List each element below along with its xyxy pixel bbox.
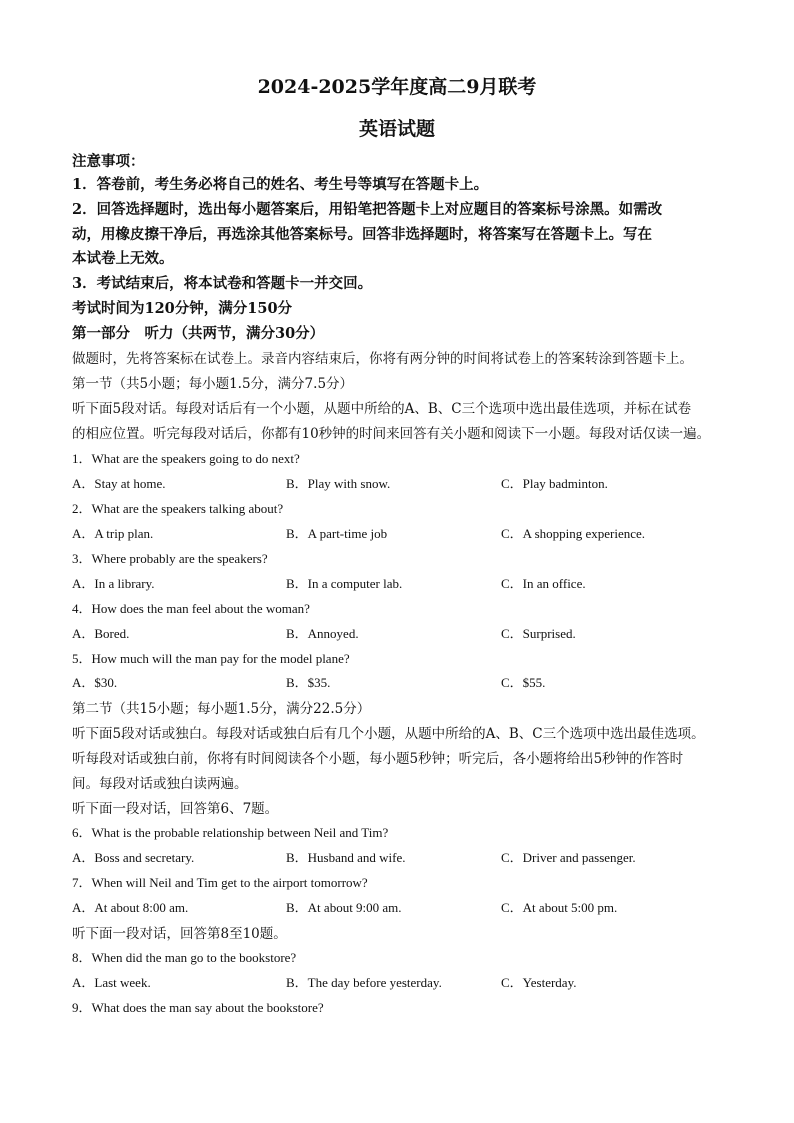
q7-option-c: C．At about 5:00 pm.: [501, 900, 618, 915]
group-instruction-8-10: 听下面一段对话，回答第8至10题。: [72, 926, 287, 942]
notice-item-3: 3．考试结束后，将本试卷和答题卡一并交回。: [72, 275, 373, 292]
q3-option-b: B．In a computer lab.: [286, 576, 403, 591]
question-4: 4．How does the man feel about the woman?: [72, 601, 310, 616]
question-1: 1．What are the speakers going to do next?: [72, 451, 300, 466]
q5-option-b: B．$35.: [286, 675, 331, 690]
exam-time: 考试时间为120分钟，满分150分: [72, 300, 293, 317]
section2-intro-line-1: 听下面5段对话或独白。每段对话或独白后有几个小题，从题中所给的A、B、C三个选项中选出最佳选项。: [72, 726, 705, 742]
question-9: 9．What does the man say about the bookstore?: [72, 1000, 324, 1015]
part1-intro: 做题时，先将答案标在试卷上。录音内容结束后，你将有两分钟的时间将试卷上的答案转涂到答题卡上。: [72, 351, 693, 367]
section2-intro-line-2: 听每段对话或独白前，你将有时间阅读各个小题，每小题5秒钟；听完后，各小题将给出5秒钟的作答时: [72, 751, 684, 767]
q4-option-c: C．Surprised.: [501, 626, 576, 641]
q2-option-b: B．A part-time job: [286, 526, 388, 541]
q7-option-a: A．At about 8:00 am.: [72, 900, 189, 915]
question-2: 2．What are the speakers talking about?: [72, 501, 284, 516]
q8-option-c: C．Yesterday.: [501, 975, 577, 990]
notice-item-2-line-2: 动，用橡皮擦干净后，再选涂其他答案标号。回答非选择题时，将答案写在答题卡上。写在: [72, 226, 652, 243]
section1-intro-line-1: 听下面5段对话。每段对话后有一个小题，从题中所给的A、B、C三个选项中选出最佳选项，并标在试卷: [72, 401, 692, 417]
notice-item-2-line-3: 本试卷上无效。: [72, 250, 174, 267]
q2-option-a: A．A trip plan.: [72, 526, 154, 541]
q6-option-a: A．Boss and secretary.: [72, 850, 195, 865]
notice-heading: 注意事项：: [72, 153, 145, 170]
q4-option-a: A．Bored.: [72, 626, 130, 641]
notice-item-1: 1．答卷前，考生务必将自己的姓名、考生号等填写在答题卡上。: [72, 176, 489, 193]
question-6: 6．What is the probable relationship between Neil and Tim?: [72, 825, 389, 840]
section2-intro-line-3: 间。每段对话或独白读两遍。: [72, 776, 248, 792]
part1-heading: 第一部分 听力（共两节，满分30分）: [72, 325, 325, 342]
q7-option-b: B．At about 9:00 am.: [286, 900, 402, 915]
question-7: 7．When will Neil and Tim get to the airport tomorrow?: [72, 875, 368, 890]
q2-option-c: C．A shopping experience.: [501, 526, 646, 541]
question-8: 8．When did the man go to the bookstore?: [72, 950, 297, 965]
group-instruction-6-7: 听下面一段对话，回答第6、7题。: [72, 801, 279, 817]
q5-option-a: A．$30.: [72, 675, 118, 690]
q8-option-b: B．The day before yesterday.: [286, 975, 442, 990]
q8-option-a: A．Last week.: [72, 975, 151, 990]
q6-option-b: B．Husband and wife.: [286, 850, 406, 865]
question-3: 3．Where probably are the speakers?: [72, 551, 268, 566]
q4-option-b: B．Annoyed.: [286, 626, 359, 641]
q1-option-c: C．Play badminton.: [501, 476, 608, 491]
section1-intro-line-2: 的相应位置。听完每段对话后，你都有10秒钟的时间来回答有关小题和阅读下一小题。每段对话仅读一遍。: [72, 426, 711, 442]
q1-option-a: A．Stay at home.: [72, 476, 166, 491]
q1-option-b: B．Play with snow.: [286, 476, 391, 491]
exam-title: 2024-2025学年度高二9月联考: [257, 76, 537, 98]
exam-subject: 英语试题: [358, 118, 435, 140]
q3-option-c: C．In an office.: [501, 576, 586, 591]
q5-option-c: C．$55.: [501, 675, 546, 690]
notice-item-2-line-1: 2．回答选择题时，选出每小题答案后，用铅笔把答题卡上对应题目的答案标号涂黑。如需改: [72, 201, 663, 218]
section2-heading: 第二节（共15小题；每小题1.5分，满分22.5分）: [72, 701, 371, 717]
q6-option-c: C．Driver and passenger.: [501, 850, 636, 865]
q3-option-a: A．In a library.: [72, 576, 155, 591]
question-5: 5．How much will the man pay for the model plane?: [72, 651, 350, 666]
section1-heading: 第一节（共5小题；每小题1.5分，满分7.5分）: [72, 376, 354, 392]
